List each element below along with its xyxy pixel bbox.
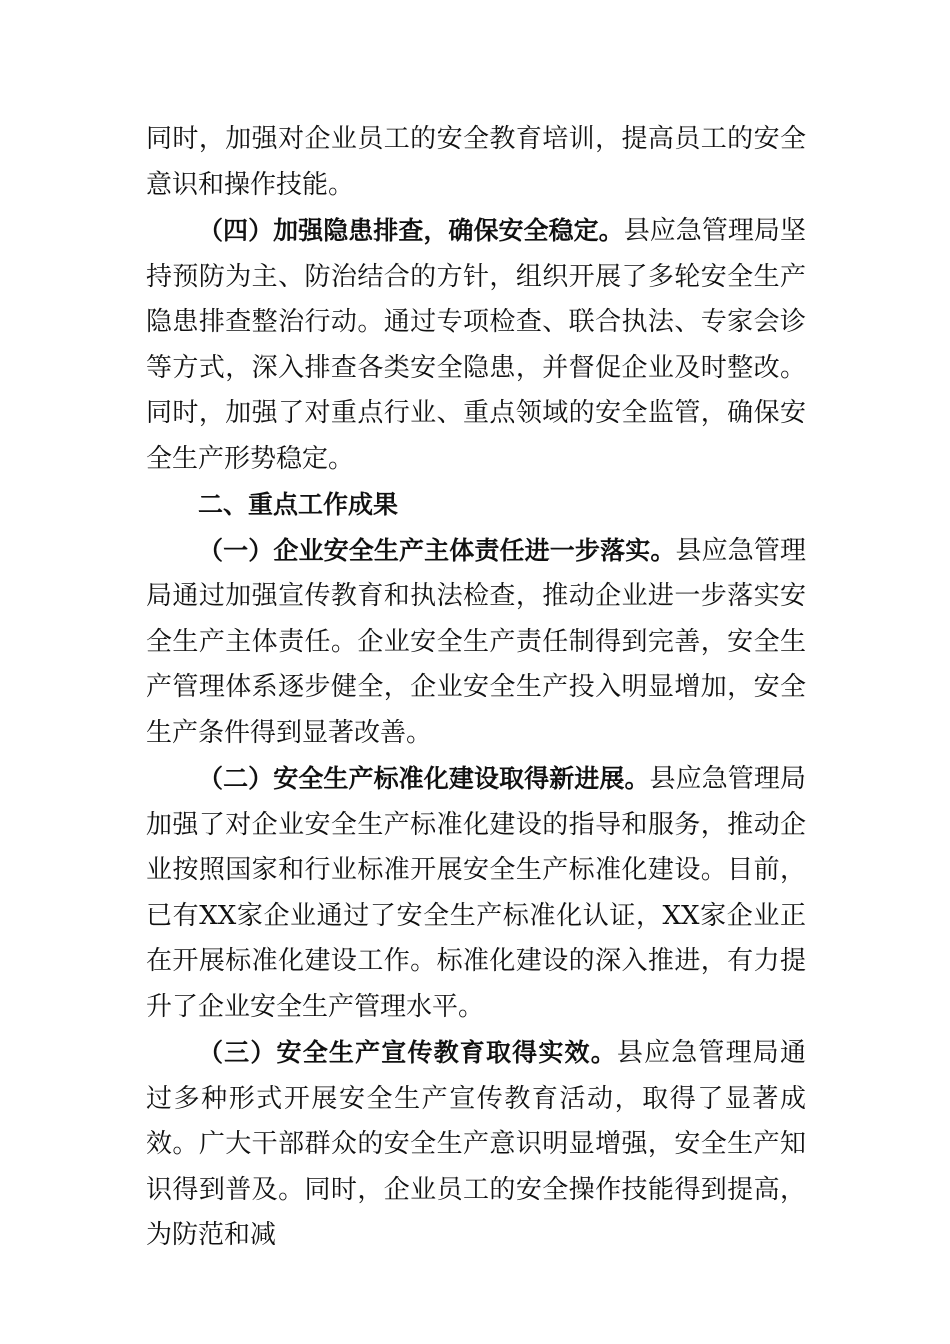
paragraph-text: 县应急管理局通过加强宣传教育和执法检查，推动企业进一步落实安全生产主体责任。企业安全生产责任制得到完善，安全生产管理体系逐步健全，企业安全生产投入明显增加，安全生产条件得到显著改善。 [146, 535, 806, 748]
document-body [146, 117, 806, 1259]
paragraph-lead: （四）加强隐患排查，确保安全稳定。 [198, 216, 624, 245]
paragraph-text: 同时，加强对企业员工的安全教育培训，提高员工的安全意识和操作技能。 [146, 124, 806, 200]
paragraph-lead: （三）安全生产宣传教育取得实效。 [198, 1038, 617, 1067]
paragraph-continuation [146, 117, 806, 208]
paragraph-hazard-inspection [146, 208, 806, 482]
paragraph-text: 县应急管理局坚持预防为主、防治结合的方针，组织开展了多轮安全生产隐患排查整治行动。通过专项检查、联合执法、专家会诊等方式，深入排查各类安全隐患，并督促企业及时整改。同时，加强了对重点行业、重点领域的安全监管，确保安全生产形势稳定。 [146, 216, 806, 474]
paragraph-publicity-education [146, 1030, 806, 1259]
section-heading: 二、重点工作成果 [198, 490, 399, 519]
paragraph-text: 县应急管理局通过多种形式开展安全生产宣传教育活动，取得了显著成效。广大干部群众的安全生产意识明显增强，安全生产知识得到普及。同时，企业员工的安全操作技能得到提高，为防范和减 [146, 1038, 806, 1250]
paragraph-lead: （一）企业安全生产主体责任进一步落实。 [198, 535, 676, 565]
paragraph-standardization [146, 756, 806, 1030]
paragraph-lead: （二）安全生产标准化建设取得新进展。 [198, 764, 650, 793]
paragraph-enterprise-responsibility [146, 528, 806, 757]
paragraph-text: 县应急管理局加强了对企业安全生产标准化建设的指导和服务，推动企业按照国家和行业标准开展安全生产标准化建设。目前，已有XX家企业通过了安全生产标准化认证，XX家企业正在开展标准化建设工作。标准化建设的深入推进，有力提升了企业安全生产管理水平。 [146, 764, 806, 1022]
